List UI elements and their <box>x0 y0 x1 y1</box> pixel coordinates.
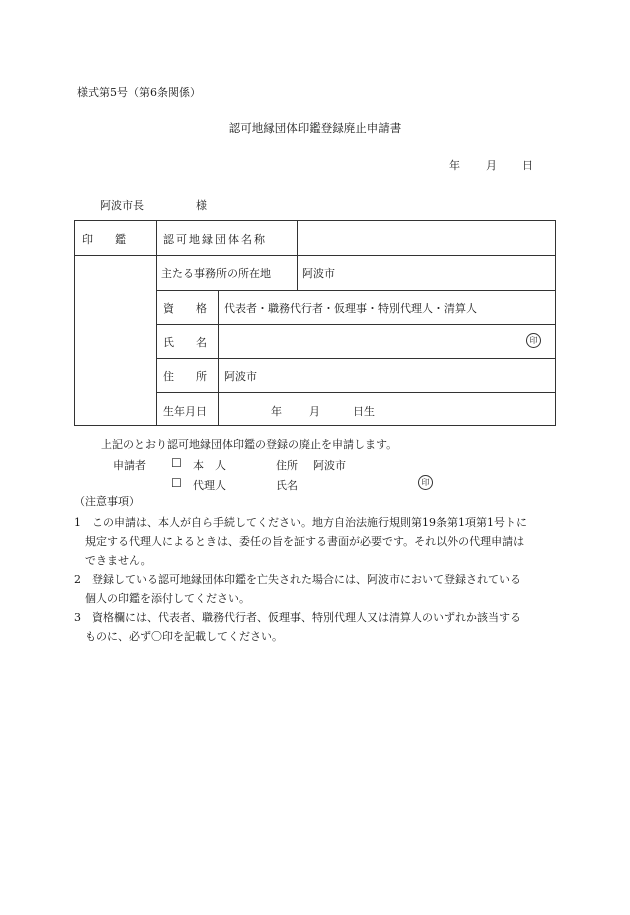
table-rule <box>75 255 555 256</box>
date-month-label: 月 <box>486 159 497 172</box>
option-self-label: 本 人 <box>193 459 226 472</box>
form-number: 様式第5号（第6条関係） <box>77 86 201 99</box>
group-name-field[interactable] <box>305 231 549 249</box>
applicant-seal-mark: 印 <box>418 475 433 490</box>
note-line: 1 この申請は、本人が自ら手続してください。地方自治法施行規則第19条第1項第1号トに <box>74 516 527 529</box>
checkbox-agent[interactable]: ☐ <box>171 476 182 490</box>
table-rule <box>297 256 298 291</box>
table-rule <box>156 221 157 425</box>
table-rule <box>218 291 219 425</box>
birthdate-label: 生年月日 <box>163 405 207 418</box>
name-label: 氏 名 <box>163 336 207 349</box>
birthdate-day: 日生 <box>353 405 375 418</box>
name-seal-mark: 印 <box>526 333 541 348</box>
note-line: 規定する代理人によるときは、委任の旨を証する書面が必要です。それ以外の代理申請は <box>74 535 525 548</box>
table-rule <box>156 392 555 393</box>
qualification-label: 資 格 <box>163 302 207 315</box>
qualification-options[interactable]: 代表者・職務代行者・仮理事・特別代理人・清算人 <box>224 302 477 315</box>
address-label: 住 所 <box>163 370 207 383</box>
registration-table <box>74 220 556 426</box>
applicant-address-label: 住所 <box>276 459 298 472</box>
applicant-address-value: 阿波市 <box>313 459 346 472</box>
option-agent-label: 代理人 <box>193 479 226 492</box>
page-title: 認可地縁団体印鑑登録廃止申請書 <box>228 121 402 135</box>
table-rule <box>156 290 555 291</box>
address-value: 阿波市 <box>224 370 257 383</box>
birthdate-month: 月 <box>309 405 320 418</box>
application-statement: 上記のとおり認可地縁団体印鑑の登録の廃止を申請します。 <box>101 438 398 451</box>
note-line: 2 登録している認可地縁団体印鑑を亡失された場合には、阿波市において登録されている <box>74 573 521 586</box>
office-location-value: 阿波市 <box>302 267 335 280</box>
date-day-label: 日 <box>522 159 533 172</box>
note-line: ものに、必ず〇印を記載してください。 <box>74 630 283 643</box>
name-field[interactable] <box>225 331 525 351</box>
checkbox-self[interactable]: ☐ <box>171 456 182 470</box>
office-location-label: 主たる事務所の所在地 <box>161 267 271 280</box>
notes-heading: （注意事項） <box>74 495 140 508</box>
applicant-label: 申請者 <box>113 459 146 472</box>
birthdate-year: 年 <box>271 405 282 418</box>
applicant-name-label: 氏名 <box>276 479 298 492</box>
table-rule <box>156 358 555 359</box>
group-name-label: 認可地縁団体名称 <box>163 233 267 246</box>
addressee-name: 阿波市長 <box>100 199 144 212</box>
seal-label: 印 鑑 <box>82 233 126 246</box>
table-rule <box>297 221 298 256</box>
table-rule <box>156 324 555 325</box>
note-line: できません。 <box>74 554 152 567</box>
date-year-label: 年 <box>449 159 460 172</box>
addressee-suffix: 様 <box>196 199 207 212</box>
note-line: 3 資格欄には、代表者、職務代行者、仮理事、特別代理人又は清算人のいずれか該当する <box>74 611 521 624</box>
note-line: 個人の印鑑を添付してください。 <box>74 592 250 605</box>
